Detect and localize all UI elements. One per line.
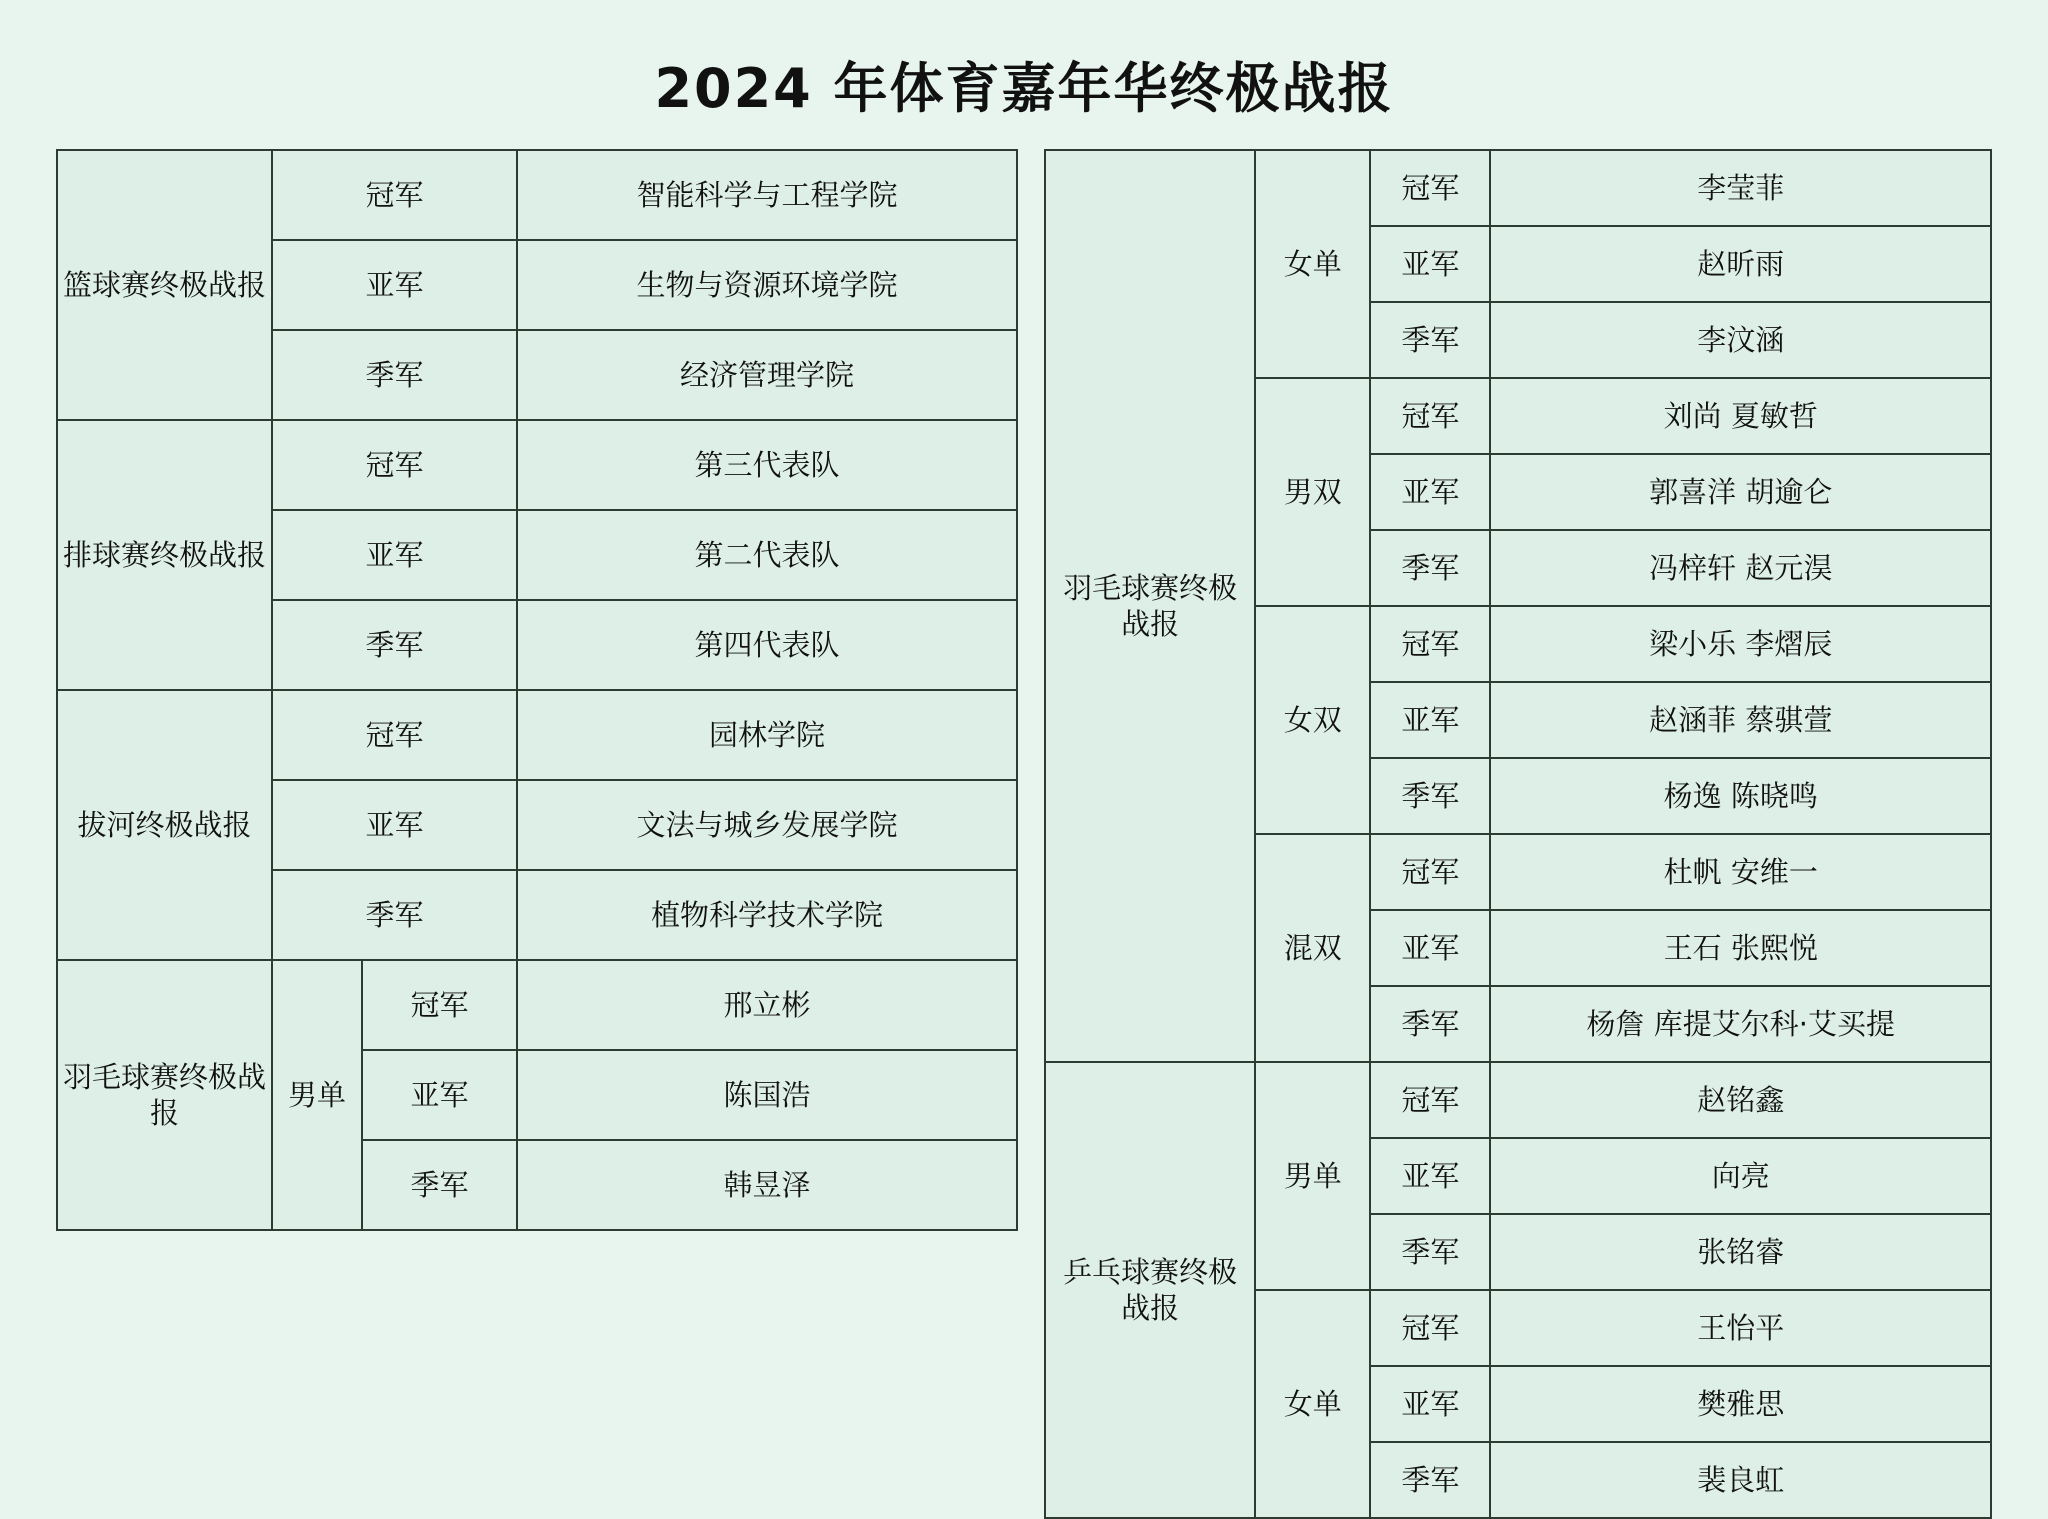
rank-label: 季军 [1370, 302, 1490, 378]
table-row [57, 150, 1017, 240]
rank-label: 亚军 [362, 1050, 517, 1140]
category-badminton: 羽毛球赛终极战报 [57, 960, 272, 1230]
winner-value: 李莹菲 [1490, 150, 1991, 226]
event-mixed-doubles: 混双 [1255, 834, 1370, 1062]
rank-label: 亚军 [272, 510, 517, 600]
left-column [56, 149, 1018, 1231]
category-tugofwar: 拔河终极战报 [57, 690, 272, 960]
rank-label: 季军 [1370, 986, 1490, 1062]
report-columns [56, 149, 1992, 1519]
winner-value: 生物与资源环境学院 [517, 240, 1017, 330]
winner-value: 刘尚 夏敏哲 [1490, 378, 1991, 454]
category-badminton-right: 羽毛球赛终极战报 [1045, 150, 1255, 1062]
winner-value: 陈国浩 [517, 1050, 1017, 1140]
rank-label: 亚军 [1370, 1138, 1490, 1214]
winner-value: 冯梓轩 赵元淏 [1490, 530, 1991, 606]
category-tabletennis: 乒乓球赛终极战报 [1045, 1062, 1255, 1518]
winner-value: 第二代表队 [517, 510, 1017, 600]
category-basketball: 篮球赛终极战报 [57, 150, 272, 420]
winner-value: 经济管理学院 [517, 330, 1017, 420]
winner-value: 赵铭鑫 [1490, 1062, 1991, 1138]
winner-value: 赵昕雨 [1490, 226, 1991, 302]
event-womens-doubles: 女双 [1255, 606, 1370, 834]
rank-label: 季军 [1370, 1214, 1490, 1290]
rank-label: 冠军 [272, 150, 517, 240]
table-row [1045, 1062, 1991, 1138]
event-mens-doubles: 男双 [1255, 378, 1370, 606]
winner-value: 第三代表队 [517, 420, 1017, 510]
rank-label: 季军 [272, 330, 517, 420]
winner-value: 张铭睿 [1490, 1214, 1991, 1290]
winner-value: 李汶涵 [1490, 302, 1991, 378]
event-mens-singles-tt: 男单 [1255, 1062, 1370, 1290]
rank-label: 季军 [1370, 1442, 1490, 1518]
rank-label: 亚军 [1370, 454, 1490, 530]
rank-label: 季军 [272, 600, 517, 690]
table-row [1045, 150, 1991, 226]
rank-label: 季军 [362, 1140, 517, 1230]
winner-value: 樊雅思 [1490, 1366, 1991, 1442]
rank-label: 冠军 [1370, 1062, 1490, 1138]
event-womens-singles: 女单 [1255, 150, 1370, 378]
rank-label: 冠军 [272, 420, 517, 510]
winner-value: 植物科学技术学院 [517, 870, 1017, 960]
winner-value: 郭喜洋 胡逾仑 [1490, 454, 1991, 530]
rank-label: 冠军 [362, 960, 517, 1050]
winner-value: 赵涵菲 蔡骐萱 [1490, 682, 1991, 758]
winner-value: 文法与城乡发展学院 [517, 780, 1017, 870]
winner-value: 杨逸 陈晓鸣 [1490, 758, 1991, 834]
rank-label: 亚军 [1370, 910, 1490, 986]
page-title: 2024 年体育嘉年华终极战报 [654, 57, 1394, 120]
rank-label: 亚军 [272, 240, 517, 330]
winner-value: 智能科学与工程学院 [517, 150, 1017, 240]
winner-value: 梁小乐 李熠辰 [1490, 606, 1991, 682]
winner-value: 向亮 [1490, 1138, 1991, 1214]
rank-label: 冠军 [1370, 378, 1490, 454]
table-row [57, 690, 1017, 780]
rank-label: 冠军 [272, 690, 517, 780]
right-results-table [1044, 149, 1992, 1519]
rank-label: 亚军 [1370, 1366, 1490, 1442]
left-results-table [56, 149, 1018, 1231]
event-mens-singles: 男单 [272, 960, 362, 1230]
rank-label: 亚军 [1370, 682, 1490, 758]
winner-value: 王石 张熙悦 [1490, 910, 1991, 986]
rank-label: 季军 [1370, 530, 1490, 606]
rank-label: 冠军 [1370, 1290, 1490, 1366]
rank-label: 亚军 [272, 780, 517, 870]
winner-value: 园林学院 [517, 690, 1017, 780]
winner-value: 韩昱泽 [517, 1140, 1017, 1230]
winner-value: 王怡平 [1490, 1290, 1991, 1366]
right-column [1044, 149, 1992, 1519]
rank-label: 亚军 [1370, 226, 1490, 302]
rank-label: 冠军 [1370, 150, 1490, 226]
rank-label: 冠军 [1370, 606, 1490, 682]
table-row [57, 960, 1017, 1050]
category-volleyball: 排球赛终极战报 [57, 420, 272, 690]
table-row [57, 420, 1017, 510]
winner-value: 杜帆 安维一 [1490, 834, 1991, 910]
winner-value: 杨詹 库提艾尔科·艾买提 [1490, 986, 1991, 1062]
rank-label: 季军 [272, 870, 517, 960]
rank-label: 季军 [1370, 758, 1490, 834]
rank-label: 冠军 [1370, 834, 1490, 910]
winner-value: 邢立彬 [517, 960, 1017, 1050]
event-womens-singles-tt: 女单 [1255, 1290, 1370, 1518]
winner-value: 第四代表队 [517, 600, 1017, 690]
winner-value: 裴良虹 [1490, 1442, 1991, 1518]
